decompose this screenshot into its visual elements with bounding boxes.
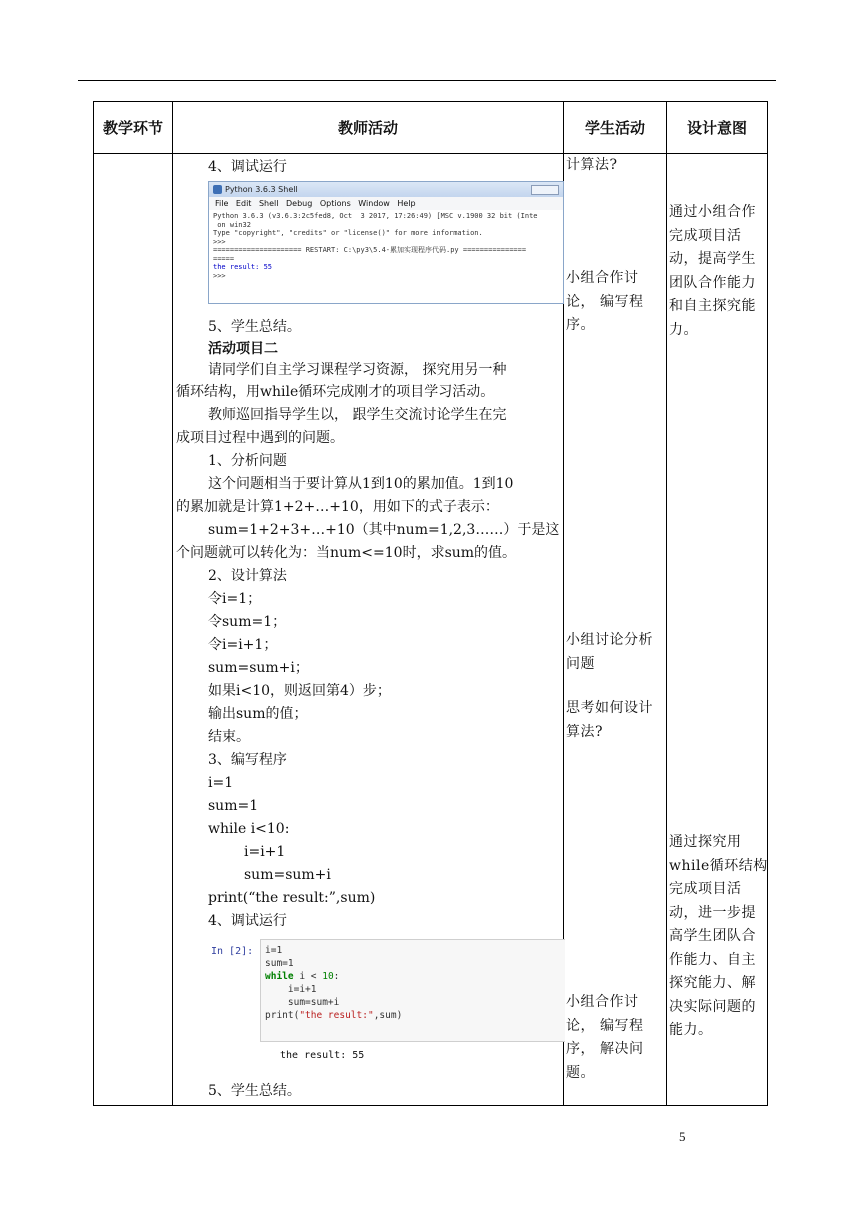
cell-prompt: In [2]: [211,946,254,957]
code-line: while i<10: [208,821,290,837]
header-rule [78,80,776,81]
shell-title: Python 3.6.3 Shell [225,185,298,194]
text-line: 教师巡回指导学生以， 跟学生交流讨论学生在完 [208,407,507,423]
student-note: 小组合作讨论， 编写程序， 解决问题。 [566,994,644,1081]
python-icon [213,185,222,194]
stage-cell [94,154,173,1106]
code-cell: i=1 sum=1 while i < 10: i=i+1 sum=sum+i print("the result:",sum) [260,939,565,1042]
text-line: 2、设计算法 [208,568,287,584]
code-line: print(“the result:”,sum) [208,890,376,906]
text-line: 4、调试运行 [208,159,287,175]
header-student-activity: 学生活动 [564,102,667,154]
table-body-row [94,154,768,1106]
text-line: 输出sum的值； [208,706,308,722]
code-line: i=i+1 [244,844,286,860]
cell-output: the result: 55 [280,1050,365,1061]
text-line: sum=sum+i； [208,660,309,676]
text-line: 3、编写程序 [208,752,287,768]
text-line: 请同学们自主学习课程学习资源， 探究用另一种 [208,362,507,378]
jupyter-notebook-screenshot [203,936,565,1071]
header-teacher-activity: 教师活动 [173,102,564,154]
design-note: 通过小组合作完成项目活动，提高学生团队合作能力和自主探究能力。 [669,204,756,338]
lesson-plan-table [93,101,768,1106]
text-line: sum=1+2+3+…+10（其中num=1,2,3……）于是这 [208,522,560,538]
text-line: 这个问题相当于要计算从1到10的累加值。1到10 [208,476,514,492]
python-shell-screenshot [208,181,564,304]
text-line: 的累加就是计算1+2+…+10，用如下的式子表示： [176,499,499,515]
text-line: 令sum=1； [208,614,287,630]
teacher-activity-cell [173,154,564,1106]
shell-menubar: File Edit Shell Debug Options Window Help [209,197,563,210]
student-note: 计算法? [566,157,618,173]
design-intent-cell [667,154,768,1106]
code-line: i=1 [208,775,234,791]
page-number: 5 [679,1129,686,1144]
window-buttons-icon [531,185,559,195]
text-line: 4、调试运行 [208,913,287,929]
activity-heading: 活动项目二 [208,341,278,357]
student-note: 小组讨论分析问题 [566,632,653,672]
text-line: 令i=1； [208,591,262,607]
text-line: 个问题就可以转化为：当num<=10时，求sum的值。 [176,545,517,561]
text-line: 5、学生总结。 [208,1083,301,1099]
table-header-row [94,102,768,154]
text-line: 1、分析问题 [208,453,287,469]
text-line: 成项目过程中遇到的问题。 [176,430,344,446]
design-note: 通过探究用while循环结构完成项目活动，进一步提高学生团队合作能力、自主探究能力、解决实际问题的能力。 [669,834,768,1038]
shell-output: Python 3.6.3 (v3.6.3:2c5fed8, Oct 3 2017, 17:26:49) [MSC v.1900 32 bit (Inte on win32 Type "copyright", "credits" or "license()" for more information. >>> ===================== RESTART: C:\py3\5.4-累加实现程序代码.py =============== ===== the result: 55 >>> [213,212,538,280]
header-teaching-stage: 教学环节 [94,102,173,154]
text-line: 循环结构，用while循环完成刚才的项目学习活动。 [176,384,495,400]
text-line: 5、学生总结。 [208,319,301,335]
code-line: sum=1 [208,798,259,814]
shell-titlebar [209,182,563,197]
text-line: 如果i<10，则返回第4）步； [208,683,391,699]
student-note: 小组合作讨论， 编写程序。 [566,270,644,333]
code-line: sum=sum+i [244,867,331,883]
student-note: 思考如何设计算法? [566,700,653,740]
text-line: 令i=i+1； [208,637,278,653]
header-design-intent: 设计意图 [667,102,768,154]
text-line: 结束。 [208,729,250,745]
student-activity-cell [564,154,667,1106]
